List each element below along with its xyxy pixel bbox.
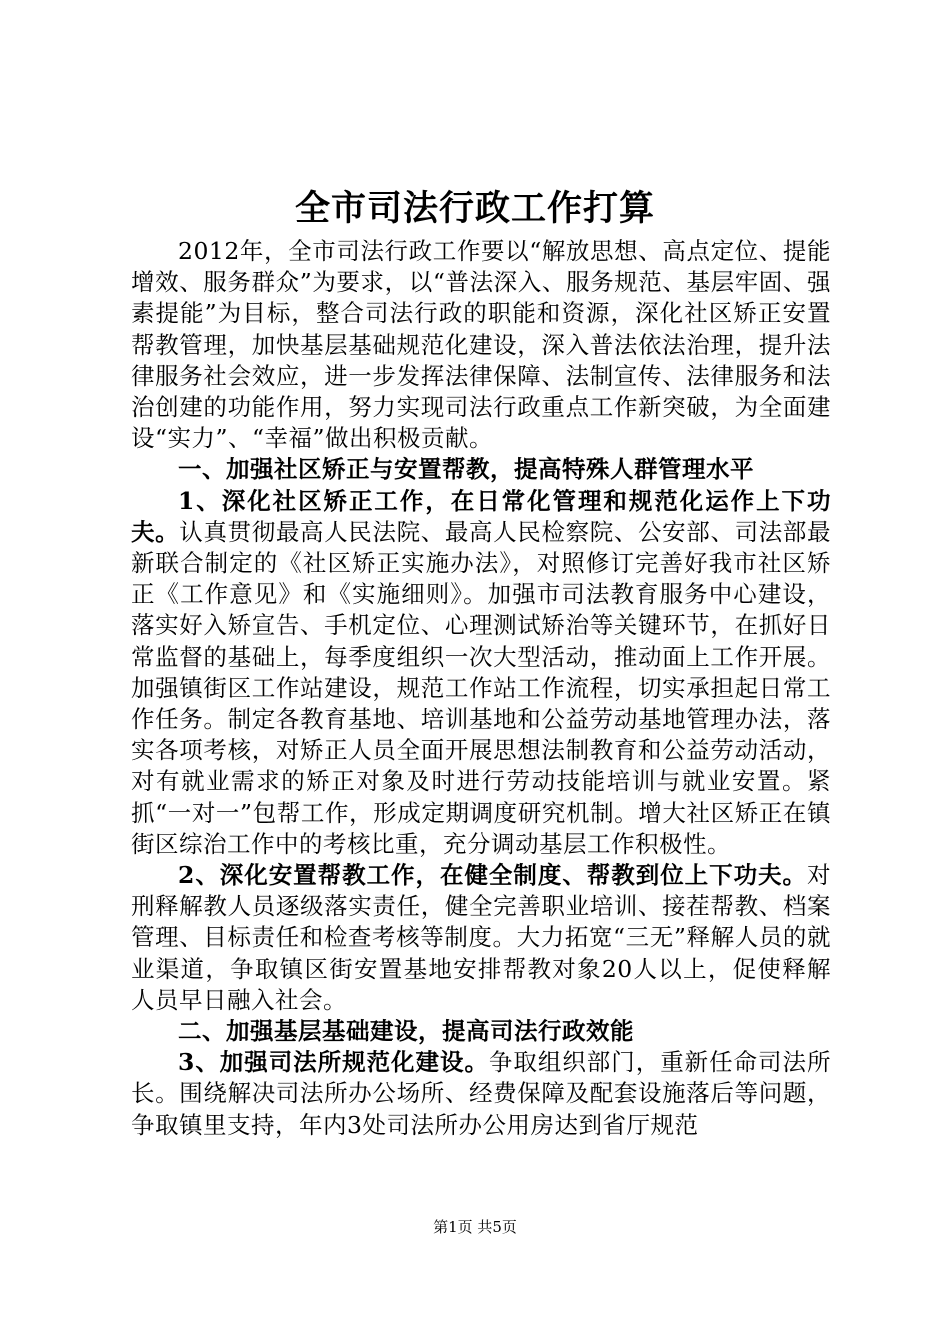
- paragraph-text-3: 争取组织部门，重新任命司法所长。围绕解决司法所办公场所、经费保障及配套设施落后等问题，争取镇里支持，年内3处司法所办公用房达到省厅规范: [131, 1048, 831, 1139]
- paragraph-item-2: [131, 860, 831, 1016]
- section-heading-1: 一、加强社区矫正与安置帮教，提高特殊人群管理水平: [178, 455, 754, 484]
- page-footer: 第1页 共5页: [433, 1218, 517, 1236]
- section-heading-2: 二、加强基层基础建设，提高司法行政效能: [178, 1017, 634, 1046]
- intro-paragraph: 2012年，全市司法行政工作要以“解放思想、高点定位、提能增效、服务群众”为要求，以“普法深入、服务规范、基层牢固、强素提能”为目标，整合司法行政的职能和资源，深化社区矫正安置帮教管理，加快基层基础规范化建设，深入普法依法治理，提升法律服务社会效应，进一步发挥法律保障、法制宣传、法律服务和法治创建的功能作用，努力实现司法行政重点工作新突破，为全面建设“实力”、“幸福”做出积极贡献。: [131, 237, 831, 453]
- paragraph-text-2: 对刑释解教人员逐级落实责任，健全完善职业培训、接茬帮教、档案管理、目标责任和检查考核等制度。大力拓宽“三无”释解人员的就业渠道，争取镇区街安置基地安排帮教对象20人以上，促使释解人员早日融入社会。: [131, 861, 831, 1014]
- paragraph-lead-2: 2、深化安置帮教工作，在健全制度、帮教到位上下功夫。: [178, 861, 807, 890]
- paragraph-item-1: [131, 486, 831, 860]
- paragraph-lead-3: 3、加强司法所规范化建设。: [178, 1048, 489, 1077]
- paragraph-item-3: [131, 1047, 831, 1141]
- document-title: 全市司法行政工作打算: [294, 188, 655, 229]
- paragraph-text-1: 认真贯彻最高人民法院、最高人民检察院、公安部、司法部最新联合制定的《社区矫正实施办法》，对照修订完善好我市社区矫正《工作意见》和《实施细则》。加强市司法教育服务中心建设，落实好入矫宣告、手机定位、心理测试矫治等关键环节，在抓好日常监督的基础上，每季度组织一次大型活动，推动面上工作开展。加强镇街区工作站建设，规范工作站工作流程，切实承担起日常工作任务。制定各教育基地、培训基地和公益劳动基地管理办法，落实各项考核，对矫正人员全面开展思想法制教育和公益劳动活动，对有就业需求的矫正对象及时进行劳动技能培训与就业安置。紧抓“一对一”包帮工作，形成定期调度研究机制。增大社区矫正在镇街区综治工作中的考核比重，充分调动基层工作积极性。: [131, 517, 832, 858]
- document-body: [131, 236, 831, 1141]
- paragraph-lead-1: 1、深化社区矫正工作，在日常化管理和规范化运作上下功夫。: [131, 486, 831, 546]
